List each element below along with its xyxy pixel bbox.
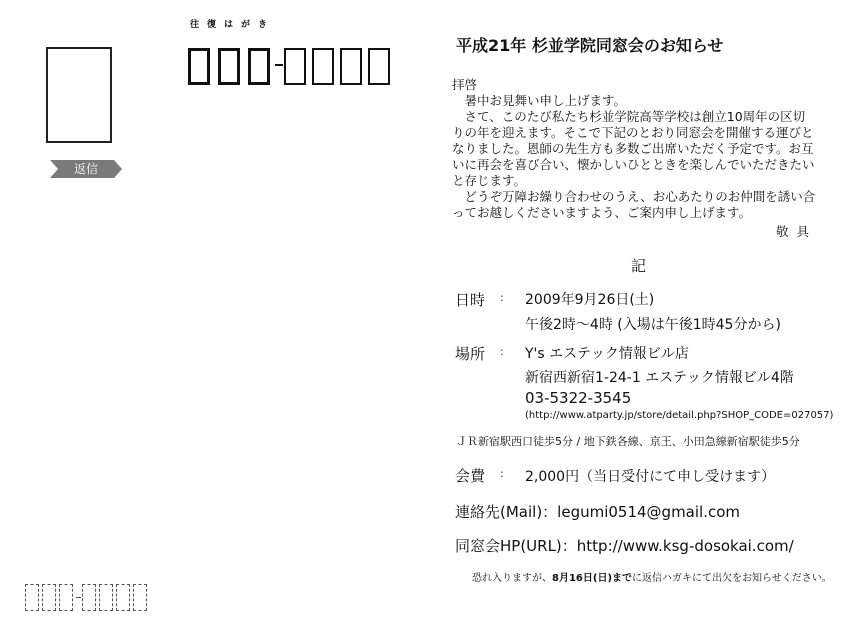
postal-code-box-7 <box>368 48 390 85</box>
body-line: ってお越しくださいますよう、ご案内申し上げます。 <box>452 205 752 220</box>
time-value: 午後2時〜4時 (入場は午後1時45分から) <box>525 317 781 333</box>
sender-code-box-3 <box>59 584 73 611</box>
homepage-url: 同窓会HP(URL)：http://www.ksg-dosokai.com/ <box>455 537 794 555</box>
body-line: 暑中お見舞い申し上げます。 <box>452 93 627 108</box>
sender-code-box-4 <box>82 584 96 611</box>
contact-email: 連絡先(Mail)：legumi0514@gmail.com <box>455 503 741 521</box>
postal-code-box-5 <box>312 48 334 85</box>
footer-note-pre: 恐れ入りますが、 <box>472 573 552 584</box>
postal-code-box-2 <box>218 48 240 85</box>
venue-url: (http://www.atparty.jp/store/detail.php?SHOP_CODE=027057) <box>525 410 834 421</box>
body-line: りの年を迎えます。そこで下記のとおり同窓会を開催する運びと <box>452 125 814 140</box>
date-colon: : <box>500 291 504 304</box>
return-tab <box>50 160 122 178</box>
venue-label: 場所 <box>455 345 486 363</box>
footer-note <box>472 569 832 584</box>
sender-code-divider <box>76 597 81 598</box>
venue-address: 新宿西新宿1-24-1 エステック情報ビル4階 <box>525 370 794 386</box>
postal-card-label: 往復はがき <box>190 20 276 30</box>
sender-code-box-5 <box>99 584 113 611</box>
fee-value: 2,000円（当日受付にて申し受けます） <box>525 469 776 485</box>
closing-keigu: 敬具 <box>776 224 818 239</box>
body-line: さて、このたび私たち杉並学院高等学校は創立10周年の区切 <box>452 109 806 124</box>
sender-code-box-2 <box>42 584 56 611</box>
postal-code-box-6 <box>340 48 362 85</box>
postal-code-divider <box>275 64 283 66</box>
venue-phone: 03-5322-3545 <box>525 389 632 407</box>
body-line: なりました。恩師の先生方も多数ご出席いただく予定です。お互 <box>452 141 814 156</box>
ki-heading: 記 <box>631 257 647 275</box>
sender-code-box-1 <box>25 584 39 611</box>
body-line: いに再会を喜び合い、懐かしいひとときを楽しんでいただきたい <box>452 157 815 172</box>
venue-name: Y's エステック情報ビル店 <box>525 346 689 362</box>
postal-code-box-3 <box>248 48 270 85</box>
venue-colon: : <box>500 345 504 358</box>
body-line: と存じます。 <box>452 173 527 188</box>
footer-note-post: に返信ハガキにて出欠をお知らせください。 <box>632 573 832 584</box>
postal-code-box-4 <box>284 48 306 85</box>
footer-deadline: 8月16日(日)まで <box>552 573 633 584</box>
date-label: 日時 <box>455 291 486 309</box>
postal-code-box-1 <box>188 48 210 85</box>
sender-code-box-6 <box>116 584 130 611</box>
stamp-box <box>46 47 112 143</box>
access-info: ＪＲ新宿駅西口徒歩5分 / 地下鉄各線、京王、小田急線新宿駅徒歩5分 <box>456 435 800 448</box>
body-line: 拝啓 <box>452 77 478 92</box>
return-tab-label: 返信 <box>73 162 98 176</box>
fee-label: 会費 <box>455 467 486 485</box>
body-line: どうぞ万障お繰り合わせのうえ、お心あたりのお仲間を誘い合 <box>452 189 816 204</box>
sender-code-box-7 <box>133 584 147 611</box>
fee-colon: : <box>500 467 504 480</box>
date-value: 2009年9月26日(土) <box>525 292 655 308</box>
notice-title: 平成21年 杉並学院同窓会のお知らせ <box>456 36 724 55</box>
